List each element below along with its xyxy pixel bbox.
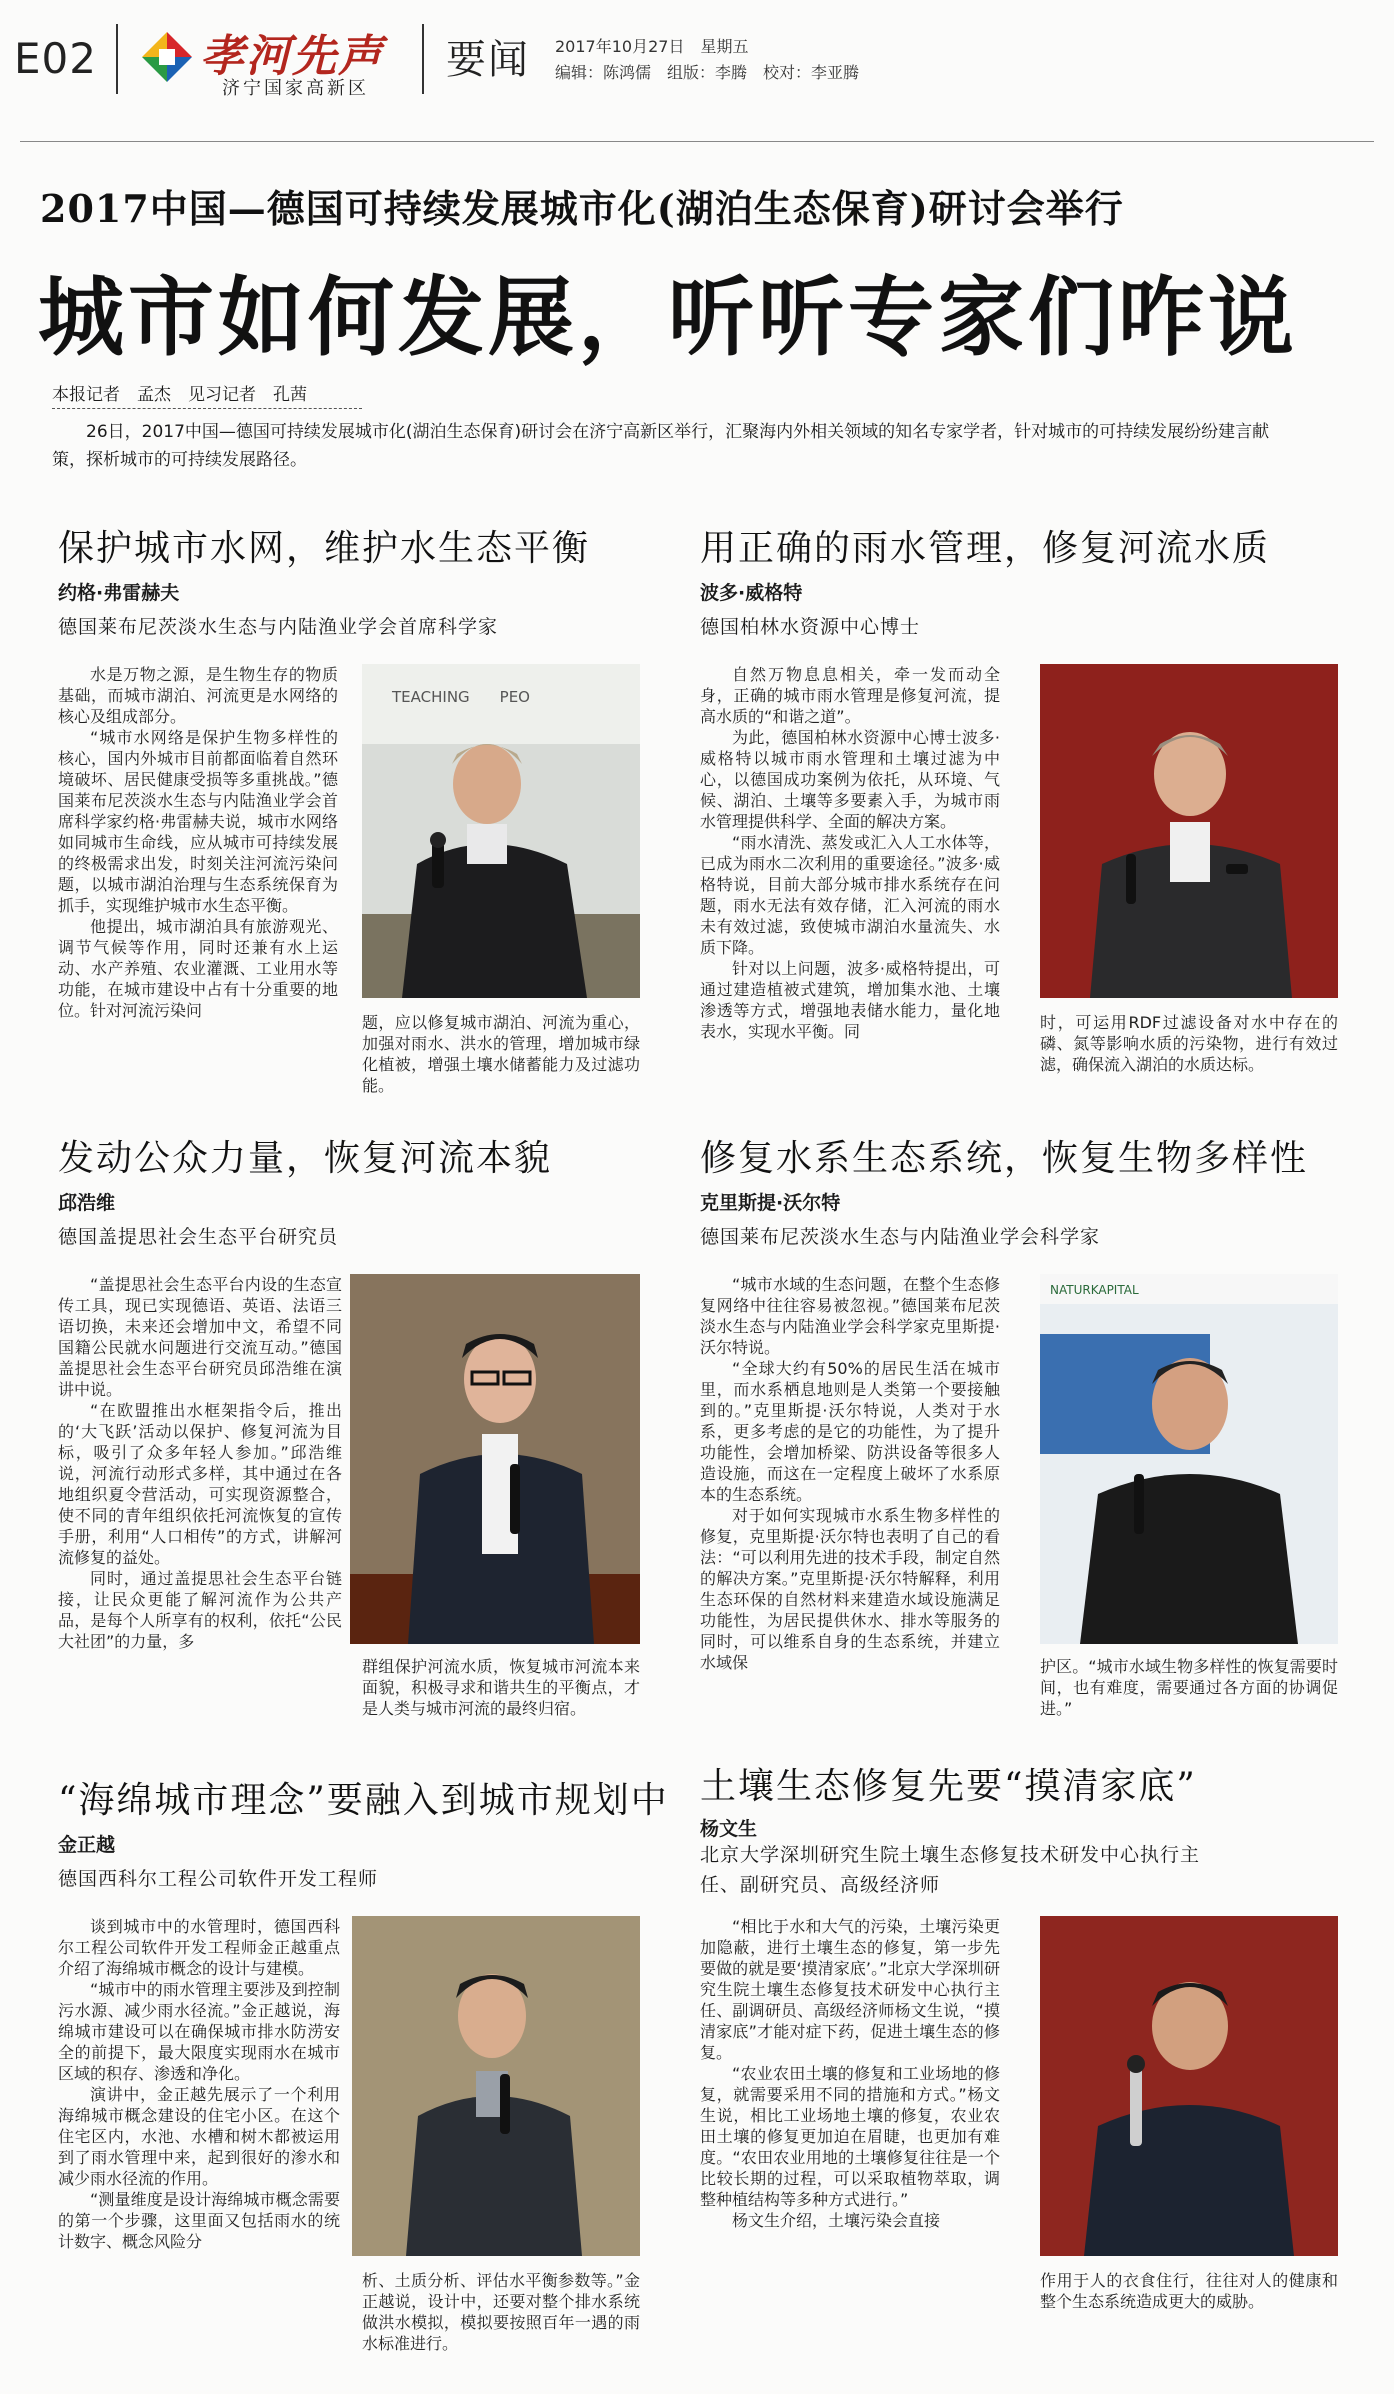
article-body [700, 1274, 1000, 1673]
article-body [58, 1274, 342, 1652]
paragraph: 为此，德国柏林水资源中心博士波多·威格特以城市雨水管理和土壤过滤为中心，以德国成功案例为依托，从环境、气候、湖泊、土壤等多要素入手，为城市雨水管理提供科学、全面的解决方案。 [700, 728, 1000, 831]
article-title: 土壤生态修复先要“摸清家底” [700, 1766, 1197, 1807]
article-body-col2 [362, 1656, 640, 1719]
article-title: 修复水系生态系统，恢复生物多样性 [700, 1138, 1309, 1179]
paragraph: 作用于人的衣食住行，往往对人的健康和整个生态系统造成更大的威胁。 [1040, 2271, 1338, 2311]
paragraph: 群组保护河流水质，恢复城市河流本来面貌，积极寻求和谐共生的平衡点，才是人类与城市河流的最终归宿。 [362, 1657, 640, 1718]
main-headline: 城市如何发展，听听专家们咋说 [38, 267, 1298, 368]
masthead-divider [116, 24, 118, 94]
expert-name: 波多·威格特 [700, 582, 803, 604]
paragraph: “在欧盟推出水框架指令后，推出的‘大飞跃’活动以保护、修复河流为目标，吸引了众多年轻人参加。”邱浩维说，河流行动形式多样，其中通过在各地组织夏令营活动，可实现资源整合，使不同的青年组织依托河流恢复的宣传手册，利用“人口相传”的方式，讲解河流修复的益处。 [58, 1401, 342, 1567]
paragraph: 自然万物息息相关，牵一发而动全身，正确的城市雨水管理是修复河流，提高水质的“和谐之道”。 [700, 665, 1000, 726]
paragraph: “全球大约有50%的居民生活在城市里，而水系栖息地则是人类第一个要接触到的。”克里斯提·沃尔特说，人类对于水系，更多考虑的是它的功能性，为了提升功能性，会增加桥梁、防洪设备等很多人造设施，而这在一定程度上破坏了水系原本的生态系统。 [700, 1359, 1000, 1504]
byline-rule [52, 408, 362, 409]
paragraph: 析、土质分析、评估水平衡参数等。”金正越说，设计中，还要对整个排水系统做洪水模拟，模拟要按照百年一遇的雨水标准进行。 [362, 2271, 640, 2353]
expert-name: 杨文生 [700, 1818, 758, 1840]
expert-name: 金正越 [58, 1834, 116, 1856]
article-body-col2 [1040, 1656, 1338, 1719]
paragraph: “城市水域的生态问题，在整个生态修复网络中往往容易被忽视。”德国莱布尼茨淡水生态与内陆渔业学会科学家克里斯提·沃尔特说。 [700, 1275, 1000, 1357]
speaker-photo [1040, 1274, 1338, 1644]
expert-role: 德国柏林水资源中心博士 [700, 616, 921, 638]
paragraph: “盖提思社会生态平台内设的生态宣传工具，现已实现德语、英语、法语三语切换，未来还会增加中文，希望不同国籍公民就水问题进行交流互动。”德国盖提思社会生态平台研究员邱浩维在演讲中说。 [58, 1275, 342, 1399]
paper-logo-icon [140, 30, 194, 84]
paragraph: “城市水网络是保护生物多样性的核心，国内外城市目前都面临着自然环境破坏、居民健康受损等多重挑战。”德国莱布尼茨淡水生态与内陆渔业学会首席科学家约格·弗雷赫夫说，城市水网络如同城市生命线，应从城市可持续发展的终极需求出发，时刻关注河流污染问题，以城市湖泊治理与生态系统保育为抓手，实现维护城市水生态平衡。 [58, 728, 338, 915]
masthead-divider-2 [422, 24, 424, 94]
expert-name: 约格·弗雷赫夫 [58, 582, 180, 604]
expert-role: 德国盖提思社会生态平台研究员 [58, 1226, 339, 1248]
article-title: 用正确的雨水管理，修复河流水质 [700, 528, 1271, 569]
paragraph: 演讲中，金正越先展示了一个利用海绵城市概念建设的住宅小区。在这个住宅区内，水池、水槽和树木都被运用到了雨水管理中来，起到很好的渗水和减少雨水径流的作用。 [58, 2085, 340, 2188]
lead-paragraph: 26日，2017中国—德国可持续发展城市化(湖泊生态保育)研讨会在济宁高新区举行，汇聚海内外相关领域的知名专家学者，针对城市的可持续发展纷纷建言献策，探析城市的可持续发展路径。 [52, 422, 1270, 470]
paragraph: 护区。“城市水域生物多样性的恢复需要时间，也有难度，需要通过各方面的协调促进。” [1040, 1657, 1338, 1718]
paragraph: 他提出，城市湖泊具有旅游观光、调节气候等作用，同时还兼有水上运动、水产养殖、农业灌溉、工业用水等功能，在城市建设中占有十分重要的地位。针对河流污染问 [58, 917, 338, 1020]
article-body-col2 [362, 2270, 640, 2354]
paragraph: “相比于水和大气的污染，土壤污染更加隐蔽，进行土壤生态的修复，第一步先要做的就是要‘摸清家底’。”北京大学深圳研究生院土壤生态修复技术研发中心执行主任、副调研员、高级经济师杨文生说，“摸清家底”才能对症下药，促进土壤生态的修复。 [700, 1917, 1000, 2062]
article-title: 发动公众力量，恢复河流本貌 [58, 1138, 553, 1179]
paragraph: 针对以上问题，波多·威格特提出，可通过建造植被式建筑，增加集水池、土壤渗透等方式，增强地表储水能力，量化地表水，实现水平衡。同 [700, 959, 1000, 1041]
byline: 本报记者 孟杰 见习记者 孔茜 [52, 385, 307, 405]
expert-role: 北京大学深圳研究生院土壤生态修复技术研发中心执行主任、副研究员、高级经济师 [700, 1844, 1201, 1896]
speaker-photo [1040, 1916, 1338, 2256]
paragraph: “雨水清洗、蒸发或汇入人工水体等，已成为雨水二次利用的重要途径。”波多·威格特说，目前大部分城市排水系统存在问题，雨水无法有效存储，汇入河流的雨水未有效过滤，致使城市湖泊水量流失、水质下降。 [700, 833, 1000, 957]
paragraph: “城市中的雨水管理主要涉及到控制污水源、减少雨水径流。”金正越说，海绵城市建设可以在确保城市排水防涝安全的前提下，最大限度实现雨水在城市区域的积存、渗透和净化。 [58, 1980, 340, 2083]
article-body [700, 1916, 1000, 2231]
article-body-col2 [362, 1012, 640, 1096]
section-name: 要闻 [446, 37, 530, 83]
article-body [58, 664, 338, 1021]
backdrop-logo-text: NATURKAPITAL [1050, 1283, 1139, 1297]
article-body-col2 [1040, 1012, 1338, 1075]
article-body-col2 [1040, 2270, 1338, 2312]
article-body [700, 664, 1000, 1042]
kicker-headline: 2017中国—德国可持续发展城市化(湖泊生态保育)研讨会举行 [40, 186, 1124, 231]
paragraph: 同时，通过盖提思社会生态平台链接，让民众更能了解河流作为公共产品，是每个人所享有的权利，依托“公民大社团”的力量，多 [58, 1569, 342, 1651]
paragraph: 谈到城市中的水管理时，德国西科尔工程公司软件开发工程师金正越重点介绍了海绵城市概念的设计与建模。 [58, 1917, 340, 1978]
expert-name: 克里斯提·沃尔特 [700, 1192, 841, 1214]
speaker-photo [350, 1274, 640, 1644]
speaker-photo [1040, 664, 1338, 998]
expert-name: 邱浩维 [58, 1192, 116, 1214]
masthead-rule [20, 141, 1374, 142]
paragraph: 水是万物之源，是生物生存的物质基础，而城市湖泊、河流更是水网络的核心及组成部分。 [58, 665, 338, 726]
paragraph: 时，可运用RDF过滤设备对水中存在的磷、氮等影响水质的污染物，进行有效过滤，确保流入湖泊的水质达标。 [1040, 1013, 1338, 1074]
expert-role: 德国莱布尼茨淡水生态与内陆渔业学会科学家 [700, 1226, 1101, 1248]
article-title: 保护城市水网，维护水生态平衡 [58, 528, 591, 569]
paper-name: 孝河先声 [200, 31, 384, 82]
paragraph: 杨文生介绍，土壤污染会直接 [732, 2211, 941, 2230]
paper-subtitle: 济宁国家高新区 [222, 78, 369, 99]
editor-credits: 编辑：陈鸿儒 组版：李腾 校对：李亚腾 [555, 63, 860, 82]
paragraph: 对于如何实现城市水系生物多样性的修复，克里斯提·沃尔特也表明了自己的看法：“可以利用先进的技术手段，制定自然的解决方案。”克里斯提·沃尔特解释，利用生态环保的自然材料来建造水域设施满足功能性，为居民提供休水、排水等服务的同时，可以维系自身的生态系统，并建立水域保 [700, 1506, 1000, 1672]
backdrop-text: TEACHING PEO [392, 688, 530, 706]
expert-role: 德国西科尔工程公司软件开发工程师 [58, 1868, 379, 1890]
article-body [58, 1916, 340, 2252]
speaker-photo [362, 664, 640, 998]
paragraph: “农业农田土壤的修复和工业场地的修复，就需要采用不同的措施和方式。”杨文生说，相比工业场地土壤的修复，农业农田土壤的修复更加迫在眉睫，也更加有难度。“农田农业用地的土壤修复往往是一个比较长期的过程，可以采取植物萃取，调整种植结构等多种方式进行。” [700, 2064, 1000, 2209]
speaker-photo [352, 1916, 640, 2256]
article-title: “海绵城市理念”要融入到城市规划中 [58, 1780, 669, 1821]
expert-role: 德国莱布尼茨淡水生态与内陆渔业学会首席科学家 [58, 616, 499, 638]
paragraph: 题，应以修复城市湖泊、河流为重心，加强对雨水、洪水的管理，增加城市绿化植被，增强土壤水储蓄能力及过滤功能。 [362, 1013, 640, 1095]
paragraph: “测量维度是设计海绵城市概念需要的第一个步骤，这里面又包括雨水的统计数字、概念风险分 [58, 2190, 340, 2251]
page-number: E02 [14, 34, 97, 83]
issue-date: 2017年10月27日 星期五 [555, 37, 749, 56]
